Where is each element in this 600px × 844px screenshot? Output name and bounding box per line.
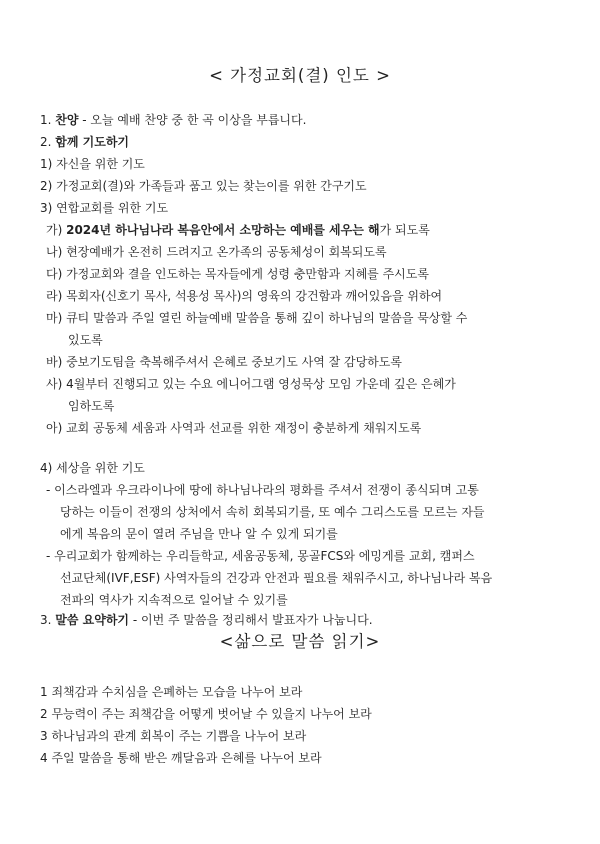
prayer-church-a: 아) 교회 공동체 세움과 사역과 선교를 위한 재정이 충분하게 채워지도록 (46, 421, 422, 435)
prayer-church: 3) 연합교회를 위한 기도 (40, 201, 169, 215)
item-prayer (40, 134, 129, 150)
prayer-world: 4) 세상을 위한 기도 (40, 461, 145, 475)
world-item-2-cont: 전파의 역사가 지속적으로 일어날 수 있기를 (60, 593, 288, 607)
item-heading: 찬양 (55, 113, 79, 127)
world-item-2: - 우리교회가 함께하는 우리들학교, 세움공동체, 몽골FCS와 에밍게를 교회, 캠퍼스 (46, 549, 475, 563)
prayer-church-sa: 사) 4월부터 진행되고 있는 수요 에니어그램 영성묵상 모임 가운데 깊은 은혜가 (46, 377, 456, 391)
item-text: - 이번 주 말씀을 정리해서 발표자가 나눕니다. (129, 613, 373, 627)
page-title: < 가정교회(결) 인도 > (209, 66, 391, 85)
prayer-self: 1) 자신을 위한 기도 (40, 157, 145, 171)
prayer-church-ba: 바) 중보기도팀을 축복해주셔서 은혜로 중보기도 사역 잘 감당하도록 (46, 355, 402, 369)
question-item: 3 하나님과의 관계 회복이 주는 기쁨을 나누어 보라 (40, 729, 307, 743)
prayer-family: 2) 가정교회(결)와 가족들과 품고 있는 찾는이를 위한 간구기도 (40, 179, 367, 193)
item-number: 2. (40, 135, 52, 149)
prayer-church-ra: 라) 목회자(신호기 목사, 석용성 목사)의 영육의 강건함과 깨어있음을 위하여 (46, 289, 443, 303)
prayer-church-ga (46, 222, 430, 238)
world-item-1: - 이스라엘과 우크라이나에 땅에 하나님나라의 평화를 주셔서 전쟁이 종식되며 고통 (46, 483, 479, 497)
question-item: 4 주일 말씀을 통해 받은 깨달음과 은혜를 나누어 보라 (40, 751, 322, 765)
question-item: 1 죄책감과 수치심을 은폐하는 모습을 나누어 보라 (40, 685, 303, 699)
section-title: <삶으로 말씀 읽기> (219, 632, 381, 651)
item-text: - 오늘 예배 찬양 중 한 곡 이상을 부릅니다. (78, 113, 307, 127)
prayer-church-na: 나) 현장예배가 온전히 드려지고 온가족의 공동체성이 회복되도록 (46, 245, 387, 259)
item-heading: 함께 기도하기 (55, 135, 130, 149)
prayer-church-ma: 마) 큐티 말씀과 주일 열린 하늘예배 말씀을 통해 깊이 하나님의 말씀을 묵상할 수 (46, 311, 468, 325)
item-number: 1. (40, 113, 52, 127)
item-praise (40, 112, 306, 128)
item-text: 가 되도록 (379, 223, 430, 237)
question-item: 2 무능력이 주는 죄책감을 어떻게 벗어날 수 있을지 나누어 보라 (40, 707, 372, 721)
prayer-church-da: 다) 가정교회와 결을 인도하는 목자들에게 성령 충만함과 지혜를 주시도록 (46, 267, 429, 281)
world-item-1-cont: 당하는 이들이 전쟁의 상처에서 속히 회복되기를, 또 예수 그리스도를 모르는 자들 (60, 505, 485, 519)
prayer-church-sa-cont: 임하도록 (68, 399, 115, 413)
item-label: 가) (46, 223, 63, 237)
world-item-1-cont: 에게 복음의 문이 열려 주님을 만나 알 수 있게 되기를 (60, 527, 338, 541)
item-number: 3. (40, 613, 52, 627)
item-heading: 말씀 요약하기 (55, 613, 130, 627)
prayer-church-ma-cont: 있도록 (68, 333, 103, 347)
highlight-text: 2024년 하나님나라 복음안에서 소망하는 예배를 세우는 해 (66, 223, 380, 237)
item-summary (40, 612, 373, 628)
world-item-2-cont: 선교단체(IVF,ESF) 사역자들의 건강과 안전과 필요를 채워주시고, 하나님나라 복음 (60, 571, 493, 585)
